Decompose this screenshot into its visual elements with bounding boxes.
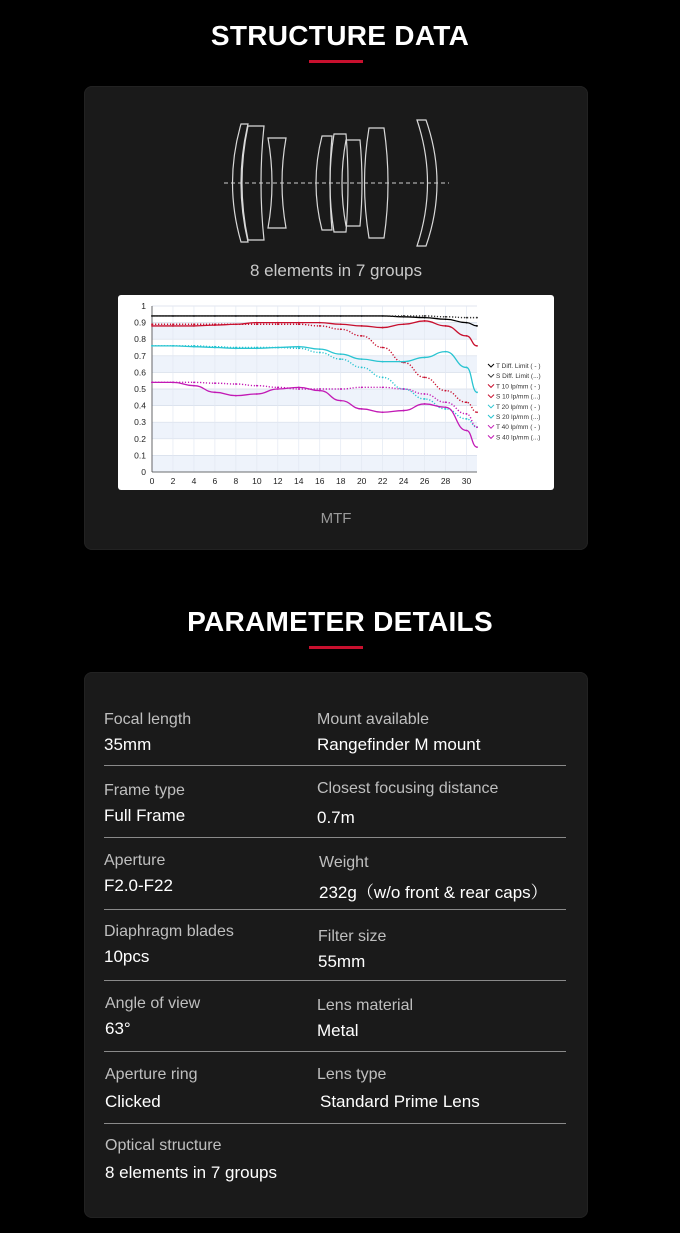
series-point-2 [466, 335, 468, 337]
series-point-3 [361, 335, 363, 337]
series-point-7 [235, 383, 237, 385]
legend-entry: S Diff. Limit (...) [496, 373, 541, 381]
param-label: Weight [319, 854, 369, 871]
param-aperture-ring [105, 1066, 198, 1112]
legend-entry: T Diff. Limit ( - ) [496, 363, 541, 370]
param-value: Clicked [105, 1092, 161, 1111]
series-point-4 [382, 361, 384, 363]
chart-band [152, 356, 477, 373]
x-tick-label: 10 [252, 476, 262, 486]
series-point-4 [340, 353, 342, 355]
x-tick-label: 14 [294, 476, 304, 486]
series-point-5 [445, 408, 447, 410]
series-point-1 [466, 317, 468, 319]
series-point-7 [214, 382, 216, 384]
series-point-6 [445, 406, 447, 408]
series-point-7 [256, 385, 258, 387]
param-lens-material [317, 997, 413, 1041]
series-point-1 [424, 315, 426, 317]
series-point-1 [151, 315, 153, 317]
y-tick-label: 0.1 [134, 450, 146, 461]
lens-element-7 [365, 128, 389, 238]
series-point-7 [172, 381, 174, 383]
series-point-1 [445, 316, 447, 318]
series-point-5 [361, 367, 363, 369]
series-point-5 [235, 347, 237, 349]
series-point-5 [256, 347, 258, 349]
legend-marker [488, 425, 494, 428]
series-point-5 [172, 345, 174, 347]
row-divider [104, 1123, 566, 1124]
param-label: Diaphragm blades [104, 923, 234, 940]
series-point-5 [277, 347, 279, 349]
series-point-0 [476, 325, 478, 327]
series-point-3 [382, 347, 384, 349]
series-point-6 [256, 393, 258, 395]
series-point-1 [476, 317, 478, 319]
legend-marker [488, 374, 494, 377]
series-point-3 [319, 325, 321, 327]
param-value: 63° [105, 1019, 131, 1038]
param-label: Filter size [318, 928, 387, 945]
series-point-2 [193, 325, 195, 327]
series-point-2 [445, 325, 447, 327]
series-point-2 [151, 325, 153, 327]
param-value: 8 elements in 7 groups [105, 1163, 277, 1182]
x-tick-label: 6 [212, 476, 218, 486]
param-value: 10pcs [104, 947, 150, 966]
series-point-6 [382, 411, 384, 413]
legend-marker [488, 405, 494, 408]
series-point-7 [445, 401, 447, 403]
parameters-title-underline [309, 646, 363, 649]
param-value: Full Frame [104, 806, 186, 825]
legend-marker [488, 395, 494, 398]
param-aperture [104, 852, 173, 896]
y-tick-label: 0.7 [134, 350, 146, 361]
series-point-3 [340, 328, 342, 330]
series-point-5 [340, 358, 342, 360]
series-point-4 [319, 348, 321, 350]
param-value: F2.0-F22 [104, 876, 173, 895]
param-mount [317, 711, 480, 755]
series-point-2 [424, 320, 426, 322]
structure-title: STRUCTURE DATA [210, 20, 470, 51]
chart-band [152, 422, 477, 439]
series-point-7 [151, 381, 153, 383]
series-point-1 [319, 315, 321, 317]
param-weight [319, 854, 548, 903]
series-point-6 [340, 400, 342, 402]
series-point-0 [424, 317, 426, 319]
series-point-5 [193, 345, 195, 347]
param-filter-size [318, 928, 386, 972]
series-point-4 [424, 357, 426, 359]
series-point-6 [235, 395, 237, 397]
y-tick-label: 0.6 [134, 367, 146, 378]
series-point-2 [277, 322, 279, 324]
mtf-chart-panel [118, 295, 554, 490]
y-tick-label: 0.5 [134, 384, 146, 394]
series-point-2 [403, 323, 405, 325]
series-point-2 [382, 327, 384, 329]
legend-entry: T 20 lp/mm ( - ) [496, 403, 541, 411]
param-diaphragm-blades [104, 923, 234, 967]
series-point-6 [214, 391, 216, 393]
lens-structure-diagram [224, 116, 449, 251]
y-tick-label: 1 [141, 301, 146, 311]
series-point-1 [193, 315, 195, 317]
series-point-1 [403, 315, 405, 317]
series-point-7 [382, 386, 384, 388]
row-divider [104, 980, 566, 981]
series-point-5 [151, 345, 153, 347]
series-point-4 [476, 391, 478, 393]
series-point-5 [214, 346, 216, 348]
series-point-6 [361, 408, 363, 410]
series-point-0 [445, 318, 447, 320]
y-tick-label: 0.9 [134, 317, 146, 328]
param-label: Angle of view [105, 995, 201, 1012]
series-point-1 [235, 315, 237, 317]
series-point-1 [256, 315, 258, 317]
series-point-6 [466, 430, 468, 432]
series-point-3 [277, 323, 279, 325]
chart-band [152, 455, 477, 472]
row-divider [104, 765, 566, 766]
param-angle-of-view [105, 995, 200, 1039]
x-tick-label: 4 [191, 476, 197, 486]
series-point-4 [466, 367, 468, 369]
series-point-7 [424, 393, 426, 395]
x-tick-label: 28 [440, 476, 451, 486]
param-optical-structure [105, 1137, 277, 1183]
parameters-card [84, 672, 588, 1218]
legend-entry: S 20 lp/mm (...) [496, 414, 541, 421]
series-point-3 [193, 323, 195, 325]
param-frame-type [104, 782, 185, 826]
series-point-7 [476, 426, 478, 428]
series-point-7 [193, 381, 195, 383]
series-point-1 [340, 315, 342, 317]
param-label: Mount available [317, 711, 430, 728]
series-point-6 [193, 385, 195, 387]
param-value: Rangefinder M mount [317, 735, 481, 754]
series-point-4 [403, 361, 405, 363]
chart-band [152, 389, 477, 406]
series-point-6 [476, 446, 478, 448]
x-tick-label: 26 [419, 476, 430, 486]
elements-groups-caption: 8 elements in 7 groups [250, 261, 422, 280]
y-tick-label: 0.8 [134, 334, 146, 345]
x-tick-label: 0 [149, 476, 155, 486]
series-point-5 [424, 398, 426, 400]
row-divider [104, 837, 566, 838]
y-tick-label: 0.3 [134, 417, 146, 428]
x-tick-label: 30 [461, 476, 472, 486]
series-point-6 [424, 403, 426, 405]
row-divider [104, 909, 566, 910]
param-label: Frame type [104, 782, 185, 799]
param-lens-type [317, 1066, 480, 1112]
series-point-3 [256, 323, 258, 325]
x-tick-label: 16 [315, 476, 325, 486]
param-label: Focal length [104, 711, 192, 728]
series-point-2 [476, 345, 478, 347]
series-point-7 [361, 386, 363, 388]
series-point-2 [172, 325, 174, 327]
x-tick-label: 8 [233, 476, 239, 486]
series-point-7 [298, 388, 300, 390]
structure-card [84, 86, 588, 550]
param-label: Lens type [317, 1066, 387, 1083]
legend-entry: T 10 lp/mm ( - ) [496, 383, 541, 391]
x-tick-label: 20 [356, 476, 367, 486]
legend-marker [488, 415, 494, 418]
series-point-6 [298, 386, 300, 388]
series-point-3 [214, 323, 216, 325]
param-label: Aperture ring [105, 1066, 198, 1083]
series-point-0 [466, 322, 468, 324]
param-value: Metal [317, 1021, 359, 1040]
x-tick-label: 12 [273, 476, 283, 486]
y-tick-label: 0.2 [134, 433, 146, 444]
param-label: Aperture [104, 852, 166, 869]
legend-marker [488, 364, 494, 367]
series-point-2 [256, 322, 258, 324]
param-label: Optical structure [105, 1137, 222, 1154]
series-point-3 [151, 323, 153, 325]
x-tick-label: 24 [398, 476, 409, 486]
series-point-1 [298, 315, 300, 317]
param-closest-focus [317, 780, 498, 828]
series-point-4 [361, 358, 363, 360]
param-label: Closest focusing distance [317, 780, 499, 797]
param-value: 0.7m [317, 808, 355, 827]
series-point-5 [319, 352, 321, 354]
series-point-7 [466, 413, 468, 415]
series-point-7 [319, 388, 321, 390]
series-point-6 [277, 388, 279, 390]
series-point-7 [340, 388, 342, 390]
series-point-3 [424, 376, 426, 378]
series-point-5 [382, 376, 384, 378]
y-tick-label: 0 [141, 467, 146, 477]
series-point-2 [340, 323, 342, 325]
series-point-1 [172, 315, 174, 317]
parameters-title: PARAMETER DETAILS [187, 606, 493, 637]
series-point-4 [298, 346, 300, 348]
structure-title-underline [309, 60, 363, 63]
series-point-4 [445, 351, 447, 353]
series-point-7 [403, 388, 405, 390]
legend-entry: T 40 lp/mm ( - ) [496, 424, 541, 432]
series-point-2 [361, 325, 363, 327]
param-focal-length [104, 711, 191, 755]
series-point-3 [172, 323, 174, 325]
param-value: Standard Prime Lens [320, 1092, 480, 1111]
series-point-6 [319, 390, 321, 392]
x-tick-label: 2 [170, 476, 176, 486]
series-point-5 [466, 418, 468, 420]
series-point-3 [445, 390, 447, 392]
param-value: 232g（w/o front & rear caps） [319, 883, 548, 902]
series-point-5 [298, 347, 300, 349]
series-point-7 [277, 386, 279, 388]
x-tick-label: 22 [377, 476, 388, 486]
param-value: 35mm [104, 735, 152, 754]
param-value: 55mm [318, 952, 366, 971]
series-point-1 [277, 315, 279, 317]
series-point-1 [361, 315, 363, 317]
series-point-1 [382, 315, 384, 317]
y-tick-label: 0.4 [134, 400, 146, 411]
series-point-6 [403, 410, 405, 412]
series-point-3 [298, 323, 300, 325]
legend-entry: S 40 lp/mm (...) [496, 434, 541, 442]
legend-marker [488, 435, 494, 438]
legend-marker [488, 384, 494, 387]
series-point-3 [466, 401, 468, 403]
series-point-3 [476, 411, 478, 413]
row-divider [104, 1051, 566, 1052]
series-point-2 [298, 322, 300, 324]
series-point-3 [235, 323, 237, 325]
series-point-1 [214, 315, 216, 317]
mtf-chart [118, 295, 554, 490]
mtf-caption: MTF [320, 510, 352, 527]
x-tick-label: 18 [335, 476, 346, 486]
param-label: Lens material [317, 997, 414, 1014]
series-point-2 [319, 322, 321, 324]
legend-entry: S 10 lp/mm (...) [496, 393, 541, 401]
